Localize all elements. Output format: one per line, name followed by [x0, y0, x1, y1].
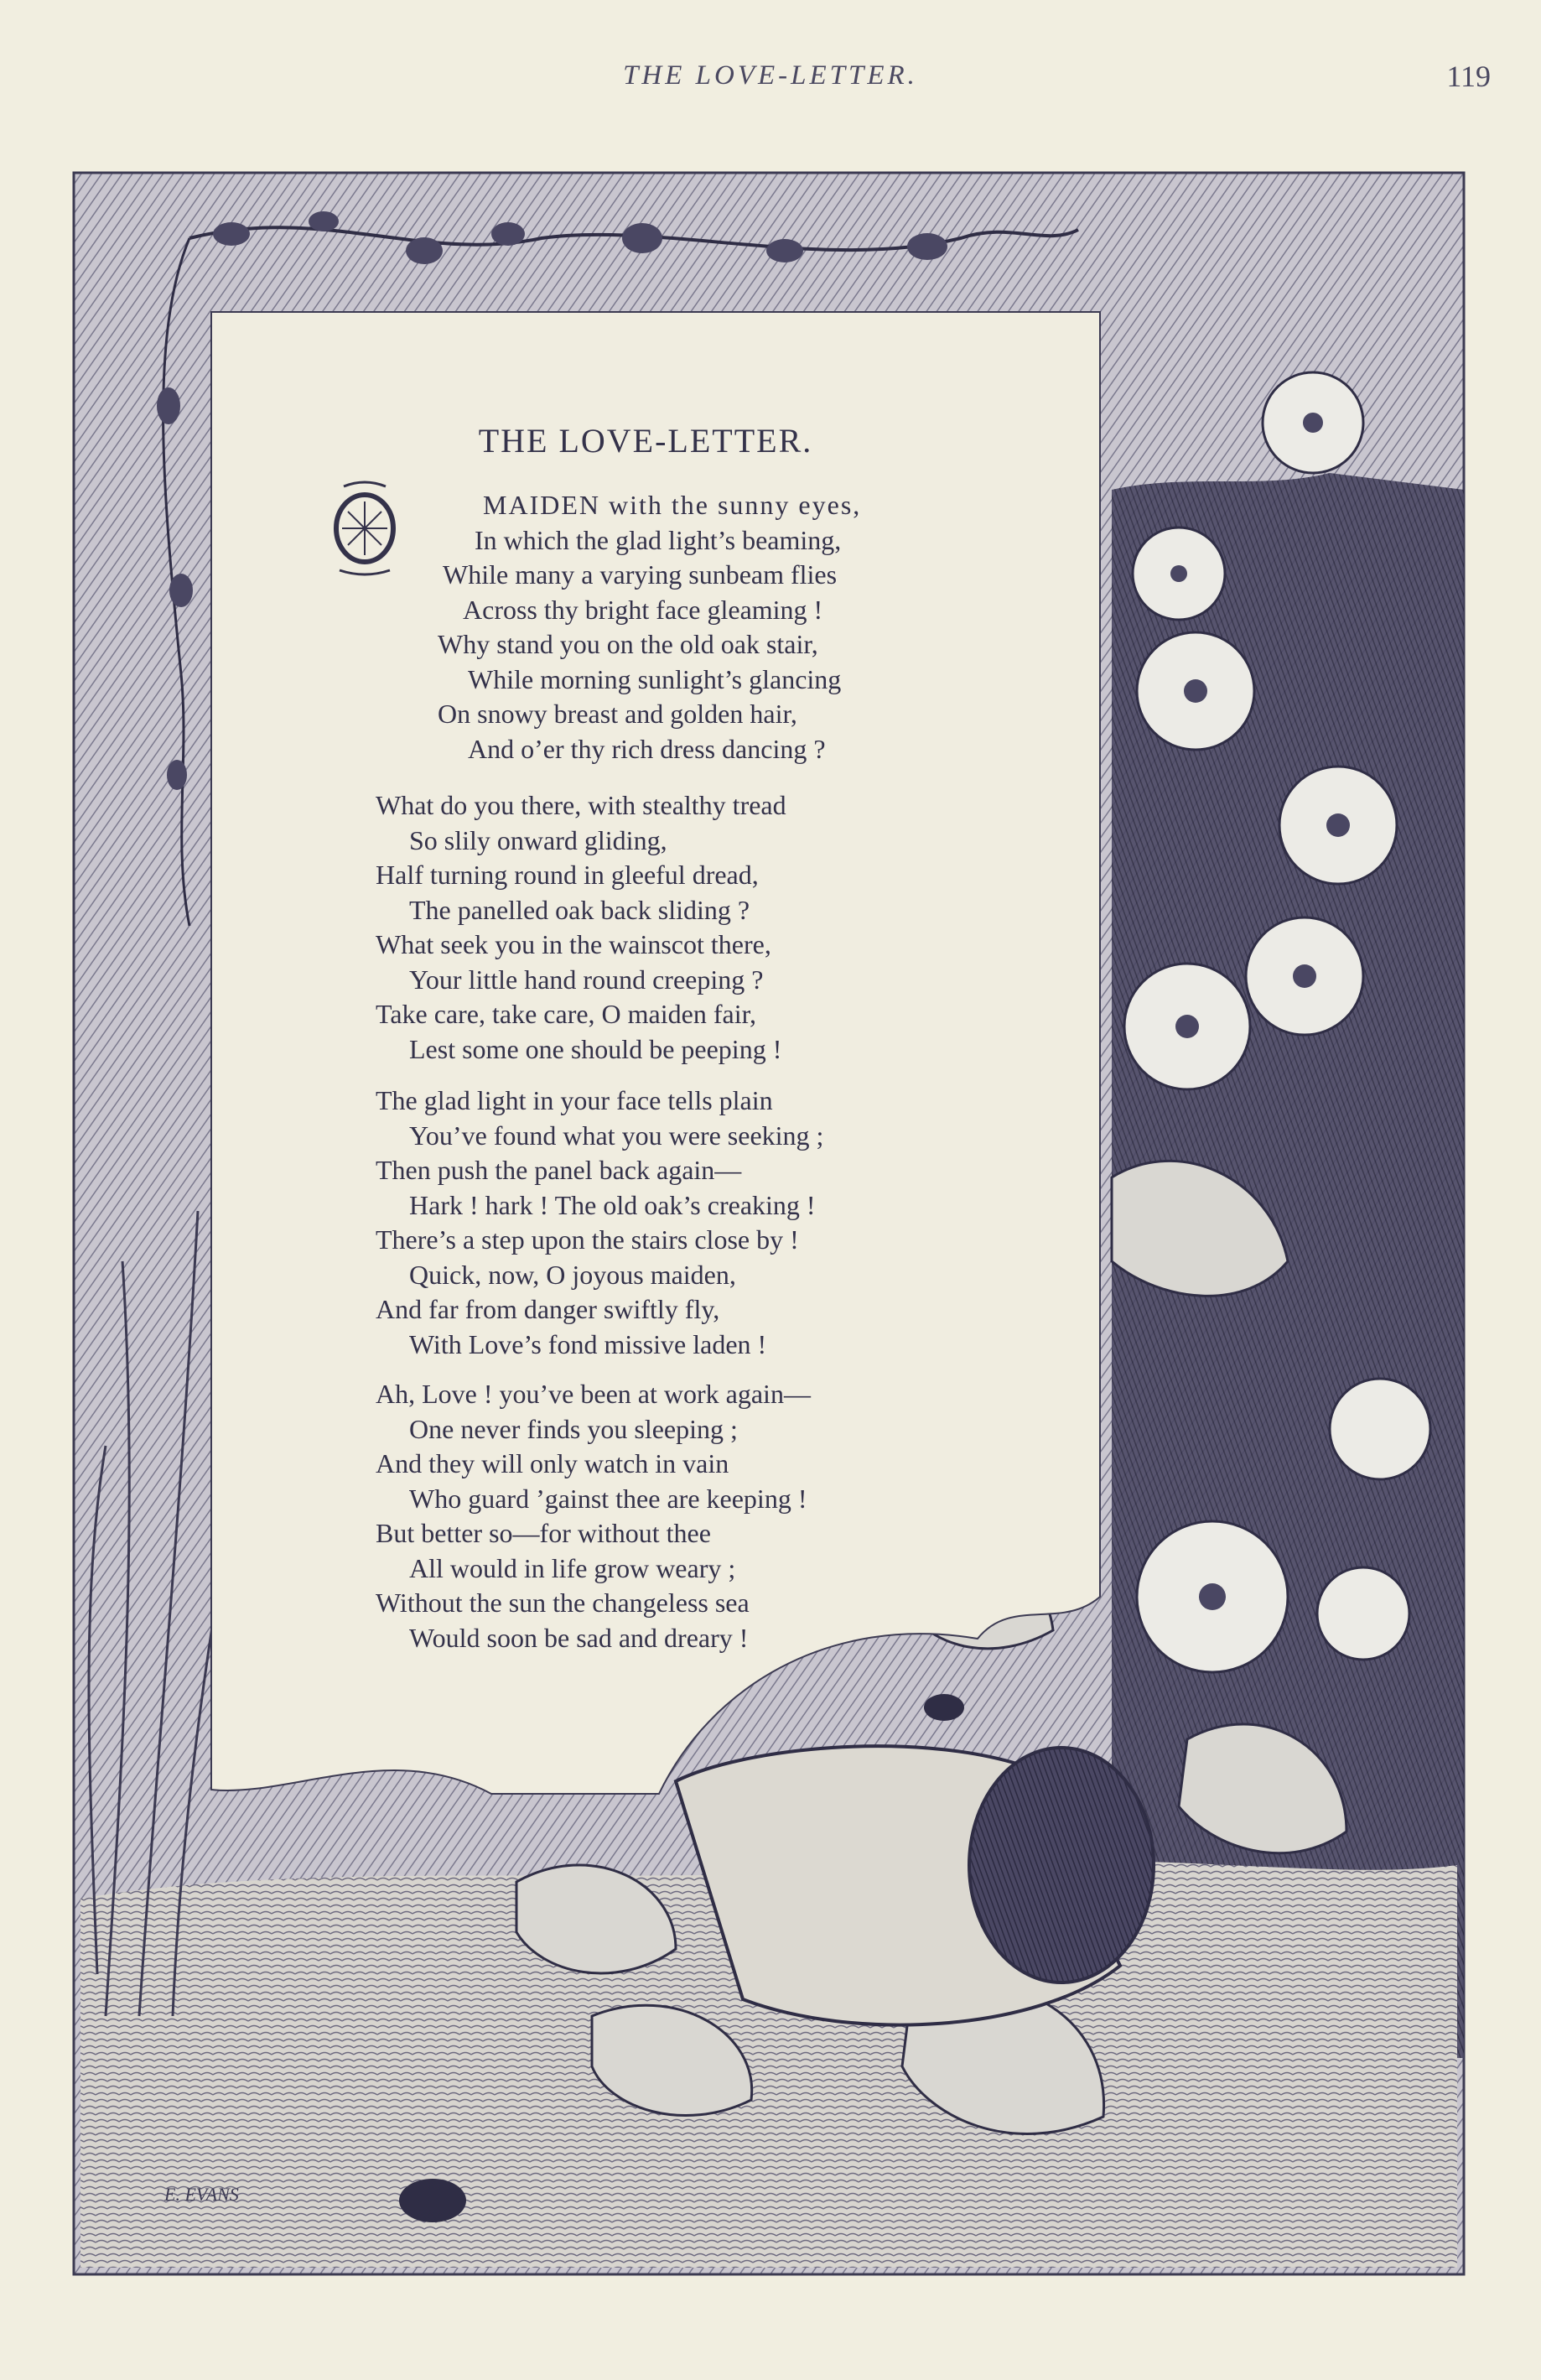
poem-line: Ah, Love ! you’ve been at work again— — [376, 1379, 811, 1409]
poem-line: Across thy bright face gleaming ! — [463, 594, 823, 625]
stanza-3 — [376, 1083, 823, 1362]
poem-line: So slily onward gliding, — [409, 824, 667, 855]
engraver-signature: E. EVANS — [164, 2184, 239, 2205]
poem-line: But better so—for without thee — [376, 1518, 711, 1548]
poem-line: The glad light in your face tells plain — [376, 1085, 773, 1115]
ornamental-drop-cap — [327, 478, 402, 579]
poem-line: Why stand you on the old oak stair, — [438, 629, 818, 659]
poem-line: On snowy breast and golden hair, — [438, 699, 797, 729]
poem-line: All would in life grow weary ; — [409, 1552, 736, 1583]
poem-line: One never finds you sleeping ; — [409, 1413, 738, 1444]
poem-line: Hark ! hark ! The old oak’s creaking ! — [409, 1189, 816, 1220]
poem-line: Half turning round in gleeful dread, — [376, 860, 759, 890]
poem-line: And o’er thy rich dress dancing ? — [468, 733, 826, 764]
poem-line: And far from danger swiftly fly, — [376, 1294, 720, 1324]
poem-line: Take care, take care, O maiden fair, — [376, 999, 756, 1029]
poem-title: THE LOVE-LETTER. — [478, 422, 813, 460]
stanza-4 — [376, 1377, 811, 1655]
poem-line: There’s a step upon the stairs close by ! — [376, 1224, 799, 1255]
running-head: THE LOVE-LETTER. — [623, 60, 918, 91]
poem-line: In which the glad light’s beaming, — [475, 524, 842, 555]
poem-line: While morning sunlight’s glancing — [468, 663, 842, 694]
poem-line: Then push the panel back again— — [376, 1155, 742, 1185]
poem-line: Your little hand round creeping ? — [409, 964, 764, 995]
poem-line: Who guard ’gainst thee are keeping ! — [409, 1483, 807, 1514]
poem-line: With Love’s fond missive laden ! — [409, 1328, 767, 1359]
poem-line: While many a varying sunbeam flies — [443, 559, 838, 590]
poem-line: And they will only watch in vain — [376, 1448, 729, 1478]
poem-line: What seek you in the wainscot there, — [376, 929, 771, 959]
poem-line: You’ve found what you were seeking ; — [409, 1120, 824, 1151]
poem-line: Without the sun the changeless sea — [376, 1588, 750, 1618]
poem-line: The panelled oak back sliding ? — [409, 894, 750, 925]
stanza-2 — [376, 788, 786, 1067]
poem-line: What do you there, with stealthy tread — [376, 790, 786, 820]
stanza-1 — [429, 488, 861, 766]
poem-line: Quick, now, O joyous maiden, — [409, 1259, 736, 1290]
poem-line: MAIDEN with the sunny eyes, — [483, 490, 862, 520]
poem-line: Lest some one should be peeping ! — [409, 1033, 782, 1064]
page-number: 119 — [1446, 60, 1491, 93]
poem-line: Would soon be sad and dreary ! — [409, 1622, 749, 1653]
